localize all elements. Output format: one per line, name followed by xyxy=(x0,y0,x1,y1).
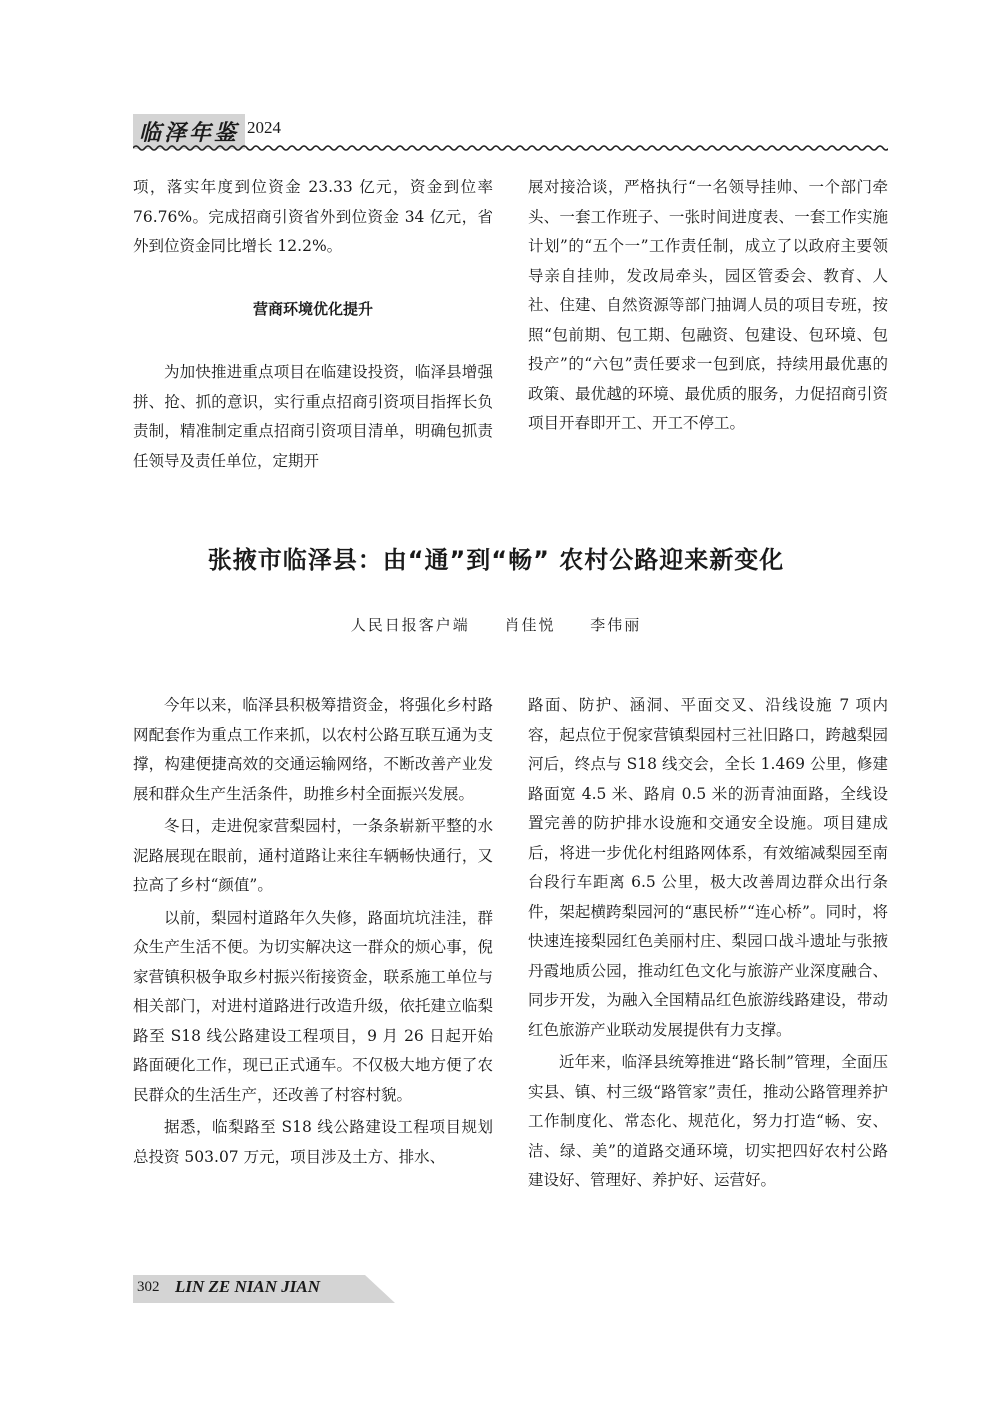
page-number: 302 xyxy=(137,1279,160,1295)
body-paragraph: 为加快推进重点项目在临建设投资，临泽县增强拼、抢、抓的意识，实行重点招商引资项目指挥长负责制，精准制定重点招商引资项目清单，明确包抓责任领导及责任单位，定期开 xyxy=(133,363,493,470)
byline-author: 李伟丽 xyxy=(590,616,642,634)
article-paragraph: 近年来，临泽县统筹推进“路长制”管理，全面压实县、镇、村三级“路管家”责任，推动公路管理养护工作制度化、常态化、规范化，努力打造“畅、安、洁、绿、美”的道路交通环境，切实把四好农村公路建设好、管理好、养护好、运营好。 xyxy=(528,1053,888,1189)
byline xyxy=(0,614,992,635)
intro-paragraph: 项，落实年度到位资金 23.33 亿元，资金到位率 76.76%。完成招商引资省外到位资金 34 亿元，省外到位资金同比增长 12.2%。 xyxy=(133,178,493,255)
body-paragraph: 展对接洽谈，严格执行“一名领导挂帅、一个部门牵头、一套工作班子、一张时间进度表、一套工作实施计划”的“五个一”工作责任制，成立了以政府主要领导亲自挂帅，发改局牵头，园区管委会、教育、人社、住建、自然资源等部门抽调人员的项目专班，按照“包前期、包工期、包融资、包建设、包环境、包投产”的“六包”责任要求一包到底，持续用最优惠的政策、最优越的环境、最优质的服务，力促招商引资项目开春即开工、开工不停工。 xyxy=(528,178,888,432)
byline-author: 肖佳悦 xyxy=(504,616,556,634)
article-paragraph: 今年以来，临泽县积极筹措资金，将强化乡村路网配套作为重点工作来抓，以农村公路互联互通为支撑，构建便捷高效的交通运输网络，不断改善产业发展和群众生产生活条件，助推乡村全面振兴发展。 xyxy=(133,696,493,803)
article-right-column xyxy=(528,691,888,1199)
top-left-intro xyxy=(133,173,493,262)
top-right-body xyxy=(528,173,888,439)
article-left-column xyxy=(133,691,493,1175)
article-title: 张掖市临泽县：由“通”到“畅” 农村公路迎来新变化 xyxy=(207,546,785,574)
article-paragraph: 据悉，临梨路至 S18 线公路建设工程项目规划总投资 503.07 万元，项目涉及土方、排水、 xyxy=(133,1118,493,1166)
article-paragraph: 冬日，走进倪家营梨园村，一条条崭新平整的水泥路展现在眼前，通村道路让来往车辆畅快通行，又拉高了乡村“颜值”。 xyxy=(133,817,493,894)
yearbook-title: 临泽年鉴 xyxy=(133,114,245,149)
byline-source: 人民日报客户端 xyxy=(350,616,470,634)
yearbook-year: 2024 xyxy=(247,118,281,137)
header-wavy-rule xyxy=(133,143,888,153)
section-heading: 营商环境优化提升 xyxy=(252,300,373,318)
journal-name: LIN ZE NIAN JIAN xyxy=(175,1277,320,1296)
article-paragraph: 路面、防护、涵洞、平面交叉、沿线设施 7 项内容，起点位于倪家营镇梨园村三社旧路口，跨越梨园河后，终点与 S18 线交会，全长 1.469 公里，修建路面宽 4.5 米、路肩 0.5 米的沥青油面路，全线设置完善的防护排水设施和交通安全设施。项目建成后，将进一步优化村组路网体系，有效缩减梨园至南台段行车距离 6.5 公里，极大改善周边群众出行条件，架起横跨梨园河的“惠民桥”“连心桥”。同时，将快速连接梨园红色美丽村庄、梨园口战斗遗址与张掖丹霞地质公园，推动红色文化与旅游产业深度融合、同步开发，为融入全国精品红色旅游线路建设，带动红色旅游产业联动发展提供有力支撑。 xyxy=(528,696,888,1039)
article-paragraph: 以前，梨园村道路年久失修，路面坑坑洼洼，群众生产生活不便。为切实解决这一群众的烦心事，倪家营镇积极争取乡村振兴衔接资金，联系施工单位与相关部门，对进村道路进行改造升级，依托建立临梨路至 S18 线公路建设工程项目，9 月 26 日起开始路面硬化工作，现已正式通车。不仅极大地方便了农民群众的生活生产，还改善了村容村貌。 xyxy=(133,908,493,1104)
top-left-body xyxy=(133,358,493,476)
